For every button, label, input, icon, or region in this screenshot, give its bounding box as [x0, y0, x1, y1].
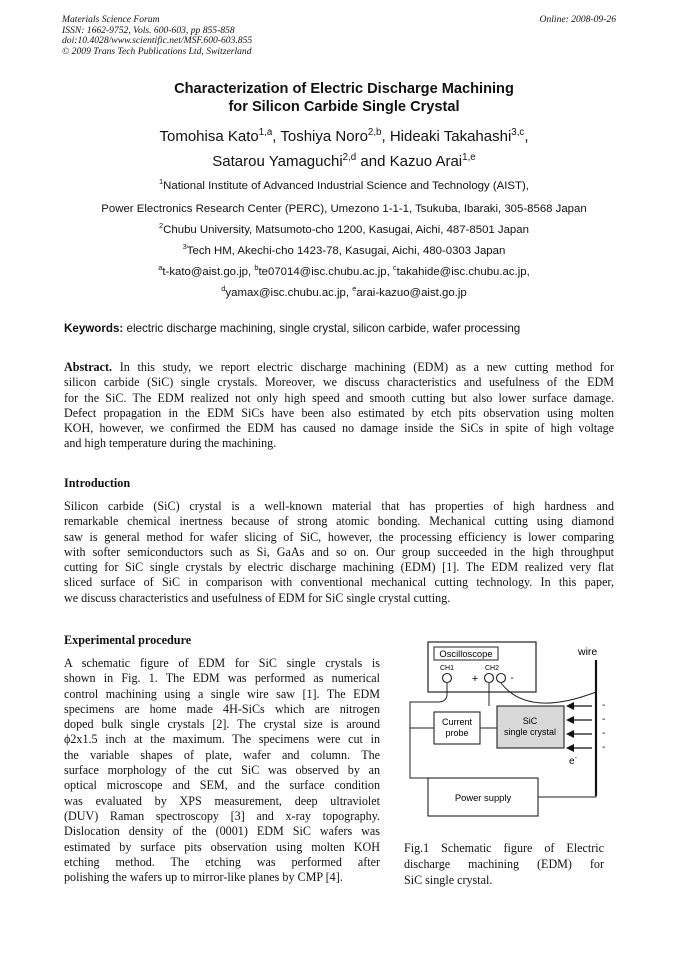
plus-sign: + [471, 673, 479, 685]
author-name: Satarou Yamaguchi [212, 153, 343, 170]
author-sep: , [524, 128, 529, 145]
figure-caption [404, 840, 604, 888]
intro-line: Silicon carbide (SiC) crystal is a well-known material that has properties of high hardness and [64, 499, 614, 513]
ch1-label: CH1 [440, 665, 455, 672]
exp-line: estimated by surface pits observation using molten KOH [64, 839, 380, 854]
title-line-2: for Silicon Carbide Single Crystal [228, 99, 460, 115]
electron-label: e- [569, 755, 577, 767]
exp-line: control machining using a single wire saw [1]. The EDM [64, 686, 380, 701]
copyright: © 2009 Trans Tech Publications Ltd, Switzerland [62, 45, 252, 57]
aff-sup: 1 [159, 177, 164, 187]
wire-label: wire [578, 646, 598, 658]
exp-line: specimens are home made 4H-SiCs which are nitrogen [64, 701, 380, 716]
email[interactable]: arai-kazuo@aist.go.jp [356, 287, 467, 299]
journal-name: Materials Science Forum [62, 14, 160, 25]
current-probe-label-2: probe [445, 728, 469, 738]
affiliation-1 [40, 177, 648, 192]
abstract [64, 360, 614, 452]
journal-header [62, 15, 252, 57]
author-name: Tomohisa Kato [159, 128, 259, 145]
emails-line-2 [40, 284, 648, 299]
exp-line: ϕ2x1.5 inch at the maximum. The specimens were cut in [64, 732, 380, 747]
email[interactable]: yamax@isc.chubu.ac.jp, [225, 287, 353, 299]
issn: ISSN: 1662-9752, Vols. 600-603, pp 855-858 [62, 24, 235, 36]
discharge-arrows [566, 702, 592, 752]
intro-line: sliced surface of SiC in comparison with conventional mechanical cutting technology. In this paper, [64, 575, 614, 590]
author-sep: , [272, 128, 281, 145]
minus-sign: - [510, 673, 514, 684]
paper-title [60, 80, 628, 116]
online-date: Online: 2008-09-26 [539, 14, 616, 25]
email-sup: a [158, 263, 163, 273]
email-sup: c [392, 263, 397, 273]
author-sep: and [356, 153, 390, 170]
current-probe-label-1: Current [441, 717, 473, 727]
keywords [64, 322, 520, 335]
introduction-heading: Introduction [64, 476, 131, 490]
author-sup: 2,d [342, 152, 357, 163]
email-sup: b [254, 263, 259, 273]
ch2-plus-connector [485, 674, 494, 683]
aff-text: National Institute of Advanced Industrial Science and Technology (AIST), [163, 180, 529, 192]
email[interactable]: t-kato@aist.go.jp, [162, 266, 255, 278]
exp-line: surface morphology of the cut SiC was observed by an [64, 763, 380, 778]
authors-line-1 [40, 128, 648, 145]
abstract-line: Defect propagation in the EDM SiCs have been also estimated by etch pits observation using molten [64, 405, 614, 420]
exp-line: doped bulk single crystals [2]. The crystal size is around [64, 717, 380, 732]
exp-line: was evaluated by XPS measurement, deep ultraviolet [64, 793, 380, 808]
author-name: Hideaki Takahashi [389, 128, 512, 145]
exp-line: the variable shapes of plate, wafer and column. The [64, 747, 380, 762]
caption-line: discharge machining (EDM) for [404, 857, 604, 871]
experimental-heading: Experimental procedure [64, 633, 192, 647]
sic-label-2: single crystal [503, 727, 557, 737]
charge-minus: - [602, 742, 606, 753]
abstract-line: and high temperature during the machining. [64, 436, 277, 451]
email[interactable]: takahide@isc.chubu.ac.jp, [396, 266, 530, 278]
affiliation-3 [40, 242, 648, 257]
ch1-connector [443, 674, 452, 683]
probe-to-supply-wire [410, 728, 434, 778]
supply-to-wire [538, 792, 596, 797]
author-sup: 1,a [258, 127, 273, 138]
intro-line: remarkable chemical inertness because of strong atomic bonding. Mechanical cutting using diamond [64, 514, 614, 529]
caption-line: Fig.1 Schematic figure of Electric [404, 841, 604, 855]
sic-label-1: SiC [522, 716, 538, 726]
doi: doi:10.4028/www.scientific.net/MSF.600-603.855 [62, 35, 253, 47]
wire-charges [602, 700, 605, 753]
author-sup: 2,b [367, 127, 382, 138]
aff-text: Chubu University, Matsumoto-cho 1200, Kasugai, Aichi, 487-8501 Japan [163, 224, 529, 236]
ch2-minus-lead [501, 683, 596, 703]
ch1-ground-wire [410, 702, 426, 728]
abstract-line [64, 360, 614, 375]
keywords-label: Keywords: [64, 322, 124, 335]
keywords-text: electric discharge machining, single crystal, silicon carbide, wafer processing [123, 322, 521, 335]
experimental-body [64, 656, 380, 885]
exp-line: etching method. The etching was performed after [64, 854, 380, 869]
ch2-label: CH2 [485, 665, 500, 672]
abstract-line: KOH, however, we confirmed the EDM has caused no damage inside the SiCs in spite of high voltage [64, 421, 614, 436]
intro-line: with softer semiconductors such as Si, GaAs and so on. Our group succeeded in the high throughput [64, 544, 614, 559]
email-sup: d [221, 284, 226, 294]
edm-schematic-figure [398, 636, 620, 836]
abstract-label: Abstract. [64, 360, 113, 374]
email-sup: e [352, 284, 357, 294]
author-sep: , [381, 128, 390, 145]
introduction-body [64, 499, 614, 606]
intro-line: we discuss characteristics and usefulness of EDM for SiC single crystal cutting. [64, 590, 451, 605]
aff-sup: 3 [182, 242, 187, 252]
aff-text: Tech HM, Akechi-cho 1423-78, Kasugai, Aichi, 480-0303 Japan [186, 245, 506, 257]
caption-line: SiC single crystal. [404, 873, 493, 887]
authors-line-2 [40, 153, 648, 170]
email[interactable]: te07014@isc.chubu.ac.jp, [258, 266, 393, 278]
power-supply-label: Power supply [454, 792, 512, 803]
abstract-line: silicon carbide (SiC) single crystals. Moreover, we discuss characteristics and usefulness of the EDM [64, 375, 614, 390]
charge-minus: - [602, 728, 606, 739]
charge-minus: - [602, 700, 606, 711]
exp-line: Dislocation density of the (0001) EDM SiC wafers was [64, 824, 380, 839]
author-name: Kazuo Arai [389, 153, 463, 170]
aff-sup: 2 [159, 221, 164, 231]
affiliation-1b: Power Electronics Research Center (PERC), Umezono 1-1-1, Tsukuba, Ibaraki, 305-8568 Japan [101, 203, 587, 215]
intro-line: saw is general method for wafer slicing of SiC, however, the processing efficiency is lower comparing [64, 529, 614, 544]
charge-minus: - [602, 714, 606, 725]
emails-line-1 [40, 263, 648, 278]
exp-line: (DUV) Raman spectroscopy [3] and x-ray topography. [64, 808, 380, 823]
author-sup: 3,c [511, 127, 525, 138]
ch2-minus-connector [497, 674, 506, 683]
author-sup: 1,e [462, 152, 476, 163]
exp-line: polishing the wafers up to mirror-like planes by CMP [4]. [64, 870, 343, 885]
title-line-1: Characterization of Electric Discharge Machining [174, 81, 514, 97]
abstract-line: for the SiC. The EDM realized not only high speed and smooth cutting but also lower surface damage. [64, 390, 614, 405]
oscilloscope-label: Oscilloscope [439, 648, 493, 659]
author-name: Toshiya Noro [280, 128, 368, 145]
abstract-text: In this study, we report electric discharge machining (EDM) as a new cutting method for [112, 360, 614, 374]
exp-line: shown in Fig. 1. The EDM was performed as numerical [64, 671, 380, 686]
intro-line: cutting for SiC single crystals by electric discharge machining (EDM) [1]. The EDM realized very flat [64, 560, 614, 575]
affiliation-2 [40, 221, 648, 236]
exp-line: A schematic figure of EDM for SiC single crystals is [64, 656, 380, 670]
exp-line: optical microscope and SEM, and the surface condition [64, 778, 380, 793]
